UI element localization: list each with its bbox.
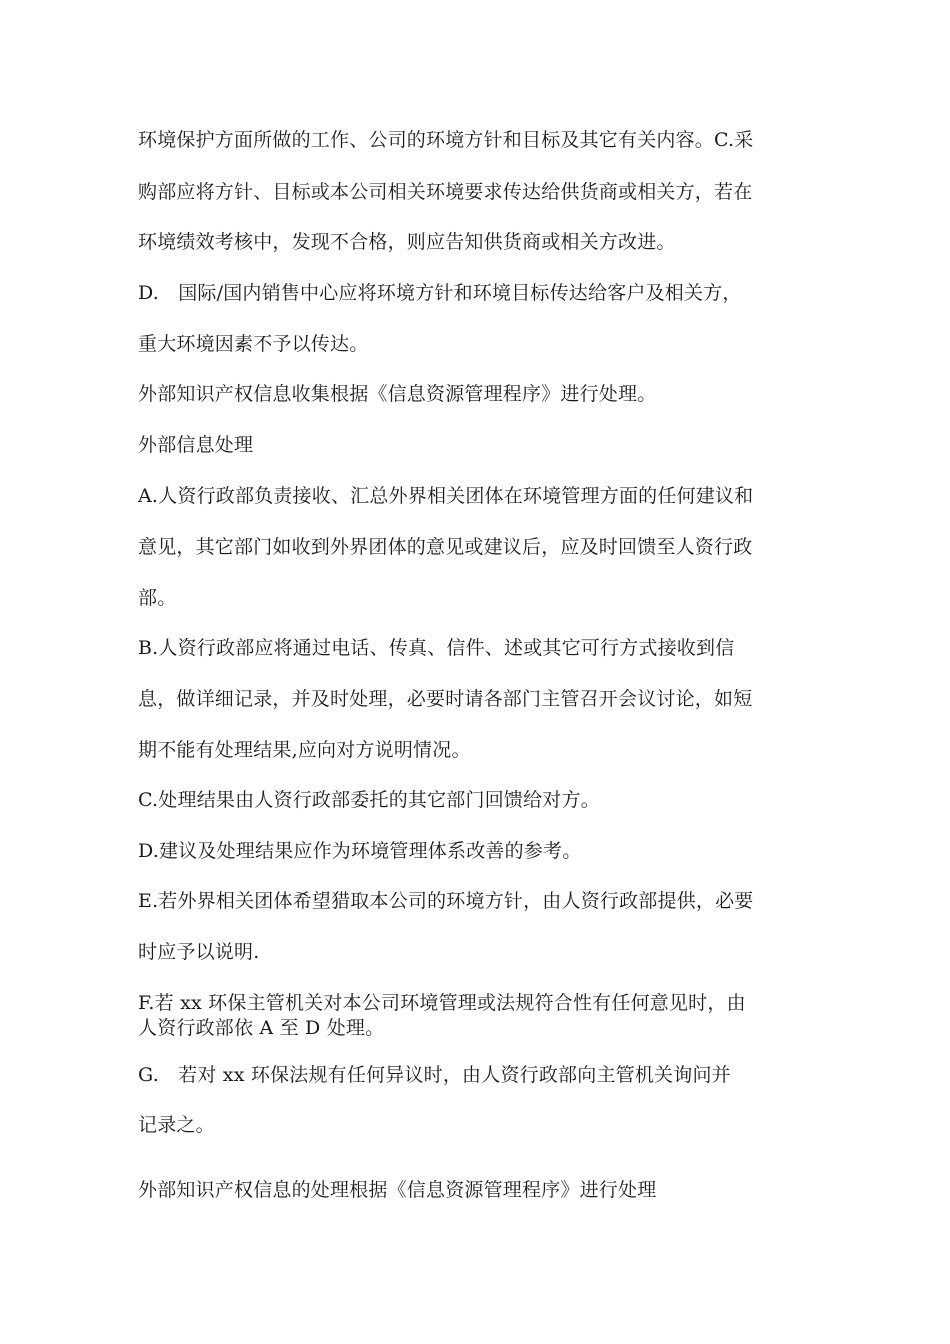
- paragraph-line: 息，做详细记录，并及时处理，必要时请各部门主管召开会议讨论，如短: [138, 688, 753, 710]
- paragraph-line: 部。: [138, 587, 177, 609]
- paragraph-line: D. 国际/国内销售中心应将环境方针和环境目标传达给客户及相关方，: [138, 282, 742, 304]
- paragraph-line: A.人资行政部负责接收、汇总外界相关团体在环境管理方面的任何建议和: [138, 485, 754, 507]
- paragraph-line: 外部知识产权信息的处理根据《信息资源管理程序》进行处理: [138, 1179, 657, 1201]
- paragraph-line: F.若 xx 环保主管机关对本公司环境管理或法规符合性有任何意见时，由: [138, 992, 746, 1014]
- section-heading: 外部信息处理: [138, 434, 254, 456]
- paragraph-line: 购部应将方针、目标或本公司相关环境要求传达给供货商或相关方，若在: [138, 181, 753, 203]
- paragraph-line: 外部知识产权信息收集根据《信息资源管理程序》进行处理。: [138, 383, 657, 405]
- paragraph-line: 人资行政部依 A 至 D 处理。: [138, 1017, 385, 1039]
- paragraph-line: 记录之。: [138, 1114, 215, 1136]
- paragraph-line: 环境保护方面所做的工作、公司的环境方针和目标及其它有关内容。C.采: [138, 129, 754, 151]
- paragraph-line: 重大环境因素不予以传达。: [138, 333, 369, 355]
- paragraph-line: B.人资行政部应将通过电话、传真、信件、述或其它可行方式接收到信: [138, 637, 735, 659]
- paragraph-line: 时应予以说明.: [138, 941, 260, 963]
- paragraph-line: E.若外界相关团体希望猎取本公司的环境方针，由人资行政部提供，必要: [138, 890, 754, 912]
- paragraph-line: 环境绩效考核中，发现不合格，则应告知供货商或相关方改进。: [138, 231, 676, 253]
- paragraph-line: D.建议及处理结果应作为环境管理体系改善的参考。: [138, 840, 582, 862]
- paragraph-line: G. 若对 xx 环保法规有任何异议时，由人资行政部向主管机关询问并: [138, 1064, 731, 1086]
- paragraph-line: 期不能有处理结果,应向对方说明情况。: [138, 739, 471, 761]
- paragraph-line: 意见，其它部门如收到外界团体的意见或建议后，应及时回馈至人资行政: [138, 536, 753, 558]
- paragraph-line: C.处理结果由人资行政部委托的其它部门回馈给对方。: [138, 789, 600, 811]
